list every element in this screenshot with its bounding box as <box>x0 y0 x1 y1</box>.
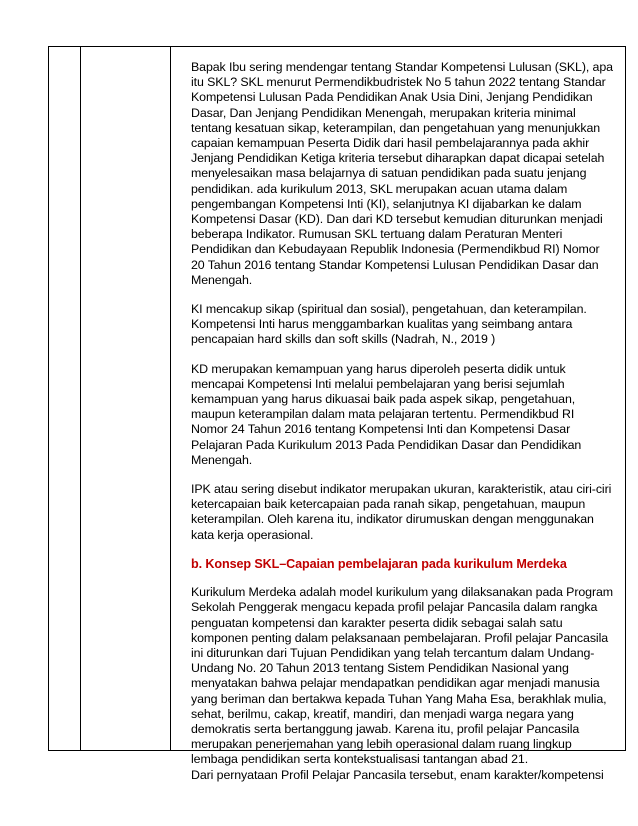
column-divider <box>80 47 81 750</box>
paragraph-ki: KI mencakup sikap (spiritual dan sosial), pengetahuan, dan keterampilan. Kompetensi Inti harus menggambarkan kualitas yang seimbang antara pencapaian hard skills dan soft skills (Nadrah, N., 2019 ) <box>191 302 587 347</box>
paragraph-merdeka: Kurikulum Merdeka adalah model kurikulum yang dilaksanakan pada Program Sekolah Penggerak mengacu kepada profil pelajar Pancasila dalam rangka penguatan kompetensi dan karakter peserta didik sebagai salah satu komponen penting dalam pelaksanaan pembelajaran. Profil pelajar Pancasila ini diturunkan dari Tujuan Pendidikan yang telah tercantum dalam Undang-Undang No. 20 Tahun 2013 tentang Sistem Pendidikan Nasional yang menyatakan bahwa pelajar mendapatkan pendidikan agar menjadi manusia yang beriman dan bertakwa kepada Tuhan Yang Maha Esa, berakhlak mulia, sehat, berilmu, cakap, kreatif, mandiri, dan menjadi warga negara yang demokratis serta bertanggung jawab. Karena itu, profil pelajar Pancasila merupakan penerjemahan yang lebih operasional dalam ruang lingkup lembaga pendidikan serta kontekstualisasi tantangan abad 21. <box>191 585 613 767</box>
column-divider <box>170 47 171 750</box>
paragraph-continuation: Dari pernyataan Profil Pelajar Pancasila tersebut, enam karakter/kompetensi <box>191 767 604 782</box>
section-heading: b. Konsep SKL–Capaian pembelajaran pada kurikulum Merdeka <box>191 556 567 571</box>
table-cell-content <box>191 60 613 783</box>
paragraph-kd: KD merupakan kemampuan yang harus diperoleh peserta didik untuk mencapai Kompetensi Inti melalui pembelajaran yang berisi sejumlah kemampuan yang harus dikuasai baik pada aspek sikap, pengetahuan, maupun keterampilan dalam mata pelajaran tertentu. Permendikbud RI Nomor 24 Tahun 2016 tentang Kompetensi Inti dan Kompetensi Dasar Pelajaran Pada Kurikulum 2013 Pada Pendidikan Dasar dan Pendidikan Menengah. <box>191 361 582 467</box>
paragraph-ipk: IPK atau sering disebut indikator merupakan ukuran, karakteristik, atau ciri-ciri ketercapaian baik ketercapaian pada ranah sikap, pengetahuan, maupun keterampilan. Oleh karena itu, indikator dirumuskan dengan menggunakan kata kerja operasional. <box>191 482 612 542</box>
paragraph-skl: Bapak Ibu sering mendengar tentang Standar Kompetensi Lulusan (SKL), apa itu SKL? SKL menurut Permendikbudristek No 5 tahun 2022 tentang Standar Kompetensi Lulusan Pada Pendidikan Anak Usia Dini, Jenjang Pendidikan Dasar, Dan Jenjang Pendidikan Menengah, merupakan kriteria minimal tentang kesatuan sikap, keterampilan, dan pengetahuan yang menunjukkan capaian kemampuan Peserta Didik dari hasil pembelajarannya pada akhir Jenjang Pendidikan Ketiga kriteria tersebut diharapkan dapat dicapai setelah menyelesaikan masa belajarnya di satuan pendidikan pada suatu jenjang pendidikan. ada kurikulum 2013, SKL merupakan acuan utama dalam pengembangan Kompetensi Inti (KI), selanjutnya KI dijabarkan ke dalam Kompetensi Dasar (KD). Dan dari KD tersebut kemudian diturunkan menjadi beberapa Indikator. Rumusan SKL tertuang dalam Peraturan Menteri Pendidikan dan Kebudayaan Republik Indonesia (Permendikbud RI) Nomor 20 Tahun 2016 tentang Standar Kompetensi Lulusan Pendidikan Dasar dan Menengah. <box>191 60 613 287</box>
